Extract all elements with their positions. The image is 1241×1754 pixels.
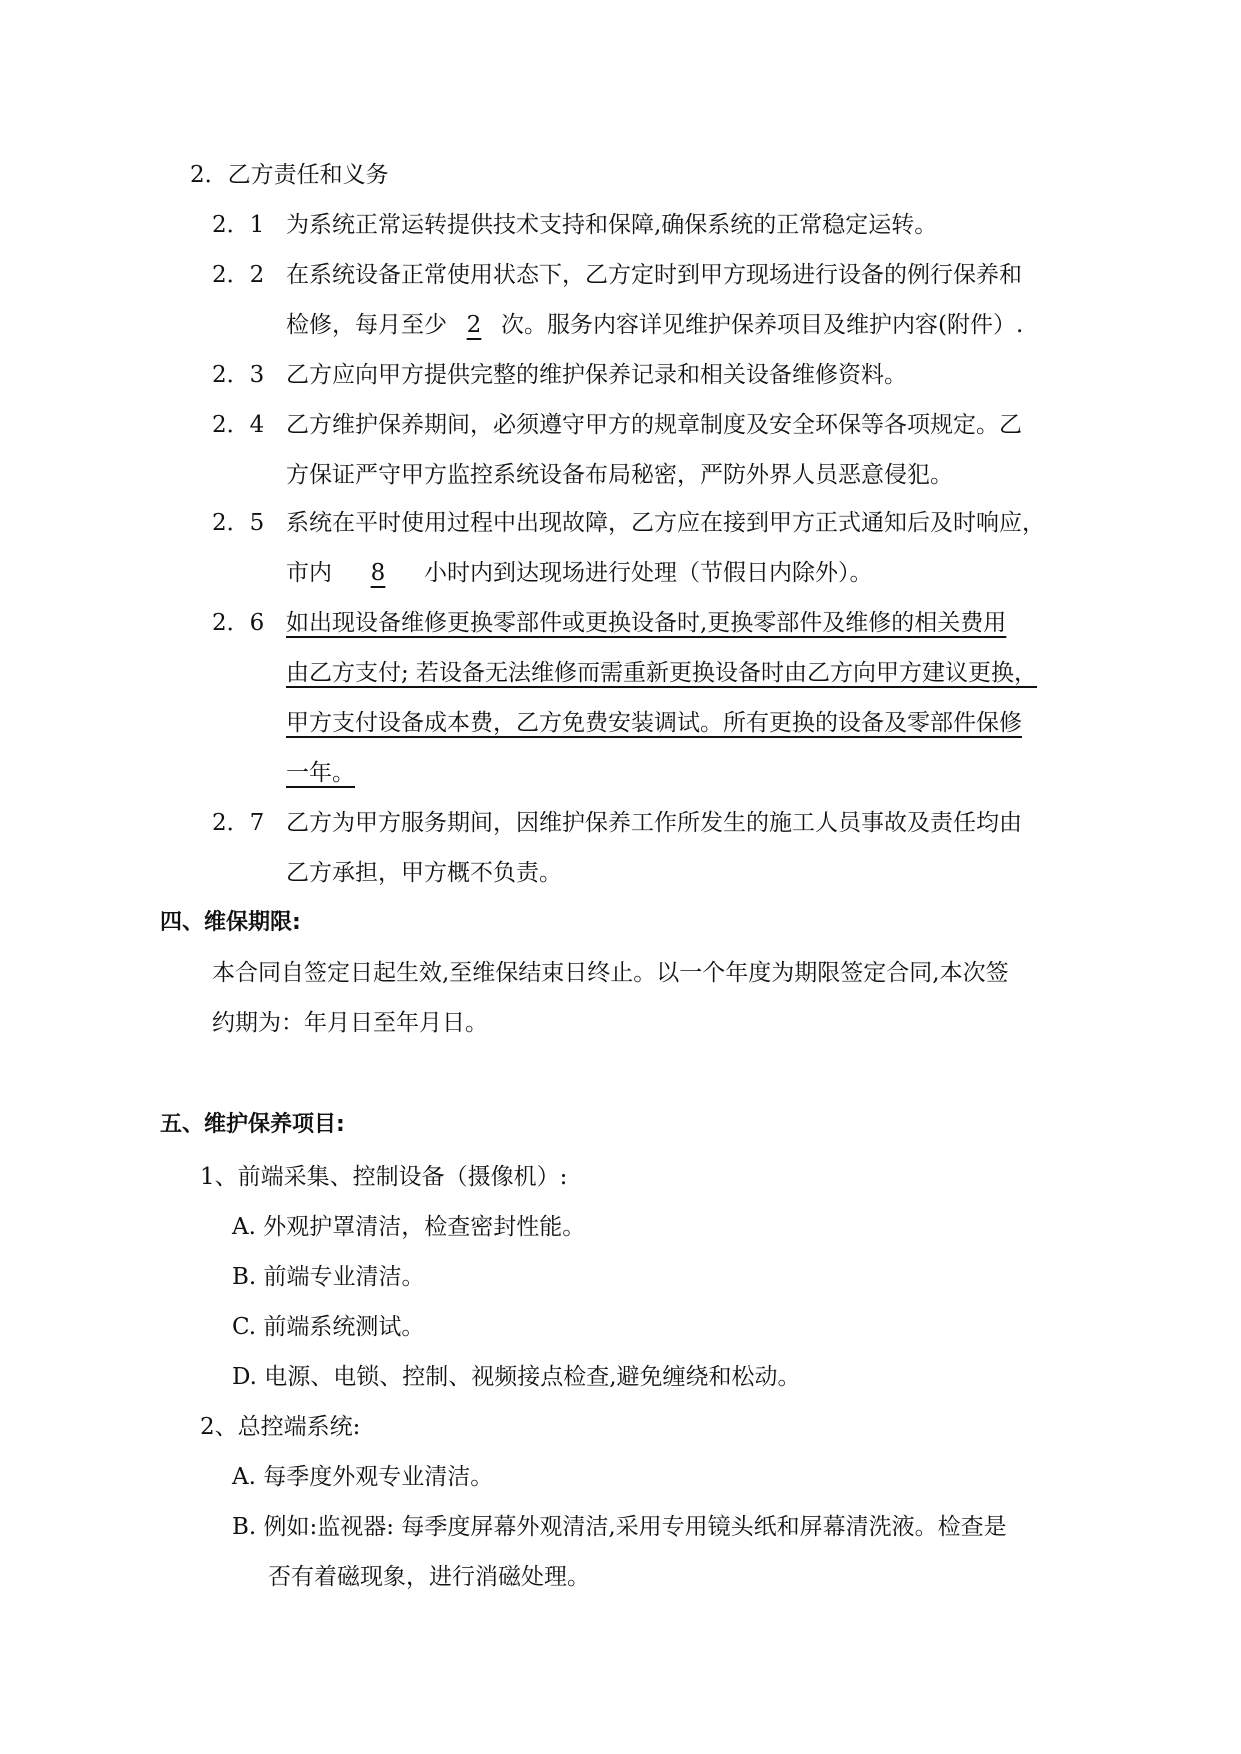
clause-number: 2．7 — [212, 810, 265, 836]
clause-2-2-line2 — [286, 310, 1023, 340]
clause-number: 2．2 — [212, 262, 265, 288]
clause-text: 乙方承担，甲方概不负责。 — [286, 860, 562, 886]
fill-in-blank: 8 — [370, 560, 386, 586]
section-heading: 2．乙方责任和义务 — [190, 162, 389, 188]
clause-2-5 — [212, 508, 1045, 538]
clause-number: 2．5 — [212, 510, 265, 536]
paragraph-text: 约期为：年月日至年月日。 — [212, 1010, 488, 1036]
clause-text: 为系统正常运转提供技术支持和保障,确保系统的正常稳定运转。 — [286, 212, 938, 238]
clause-text-underlined: 如出现设备维修更换零部件或更换设备时,更换零部件及维修的相关费用 — [286, 610, 1007, 636]
clause-text-underlined: 甲方支付设备成本费，乙方免费安装调试。所有更换的设备及零部件保修 — [286, 710, 1022, 736]
clause-text: 市内 — [286, 560, 332, 586]
clause-text: 系统在平时使用过程中出现故障，乙方应在接到甲方正式通知后及时响应， — [286, 510, 1045, 536]
clause-2-5-line2 — [286, 558, 873, 588]
clause-2-3 — [212, 360, 907, 390]
fill-in-blank: 2 — [466, 312, 482, 338]
section-heading: 四、维保期限: — [160, 910, 301, 935]
list-item: A. 外观护罩清洁，检查密封性能。 — [232, 1214, 586, 1240]
clause-2-7 — [212, 808, 1022, 838]
clause-text-underlined: 由乙方支付; 若设备无法维修而需重新更换设备时由乙方向甲方建议更换， — [286, 660, 1038, 686]
clause-2-4 — [212, 410, 1022, 440]
clause-text: 乙方维护保养期间，必须遵守甲方的规章制度及安全环保等各项规定。乙 — [286, 412, 1022, 438]
clause-2-1 — [212, 210, 937, 240]
clause-text: 在系统设备正常使用状态下，乙方定时到甲方现场进行设备的例行保养和 — [286, 262, 1022, 288]
list-item: D. 电源、电锁、控制、视频接点检查,避免缠绕和松动。 — [232, 1364, 801, 1390]
clause-text-underlined: 一年。 — [286, 760, 355, 786]
clause-text: 方保证严守甲方监控系统设备布局秘密，严防外界人员恶意侵犯。 — [286, 462, 953, 488]
clause-text: 乙方为甲方服务期间，因维护保养工作所发生的施工人员事故及责任均由 — [286, 810, 1022, 836]
clause-number: 2．4 — [212, 412, 265, 438]
clause-text: 检修，每月至少 — [286, 312, 447, 338]
list-item: B. 例如:监视器: 每季度屏幕外观清洁,采用专用镜头纸和屏幕清洗液。检查是 — [232, 1514, 1007, 1540]
list-item: C. 前端系统测试。 — [232, 1314, 425, 1340]
clause-2-2 — [212, 260, 1022, 290]
list-item: B. 前端专业清洁。 — [232, 1264, 425, 1290]
clause-text: 乙方应向甲方提供完整的维护保养记录和相关设备维修资料。 — [286, 362, 907, 388]
subsection-title: 2、总控端系统: — [200, 1414, 361, 1440]
paragraph-text: 本合同自签定日起生效,至维保结束日终止。以一个年度为期限签定合同,本次签 — [212, 960, 1009, 986]
subsection-title: 1、前端采集、控制设备（摄像机）: — [200, 1164, 568, 1190]
clause-number: 2．1 — [212, 212, 265, 238]
list-item-continuation: 否有着磁现象，进行消磁处理。 — [268, 1564, 590, 1590]
list-item: A. 每季度外观专业清洁。 — [232, 1464, 494, 1490]
clause-number: 2．3 — [212, 362, 265, 388]
clause-2-6 — [212, 608, 1006, 638]
clause-text: 次。服务内容详见维护保养项目及维护内容(附件）. — [501, 312, 1024, 338]
clause-number: 2．6 — [212, 610, 265, 636]
section-heading: 五、维护保养项目: — [160, 1112, 345, 1137]
clause-text: 小时内到达现场进行处理（节假日内除外）。 — [424, 560, 873, 586]
